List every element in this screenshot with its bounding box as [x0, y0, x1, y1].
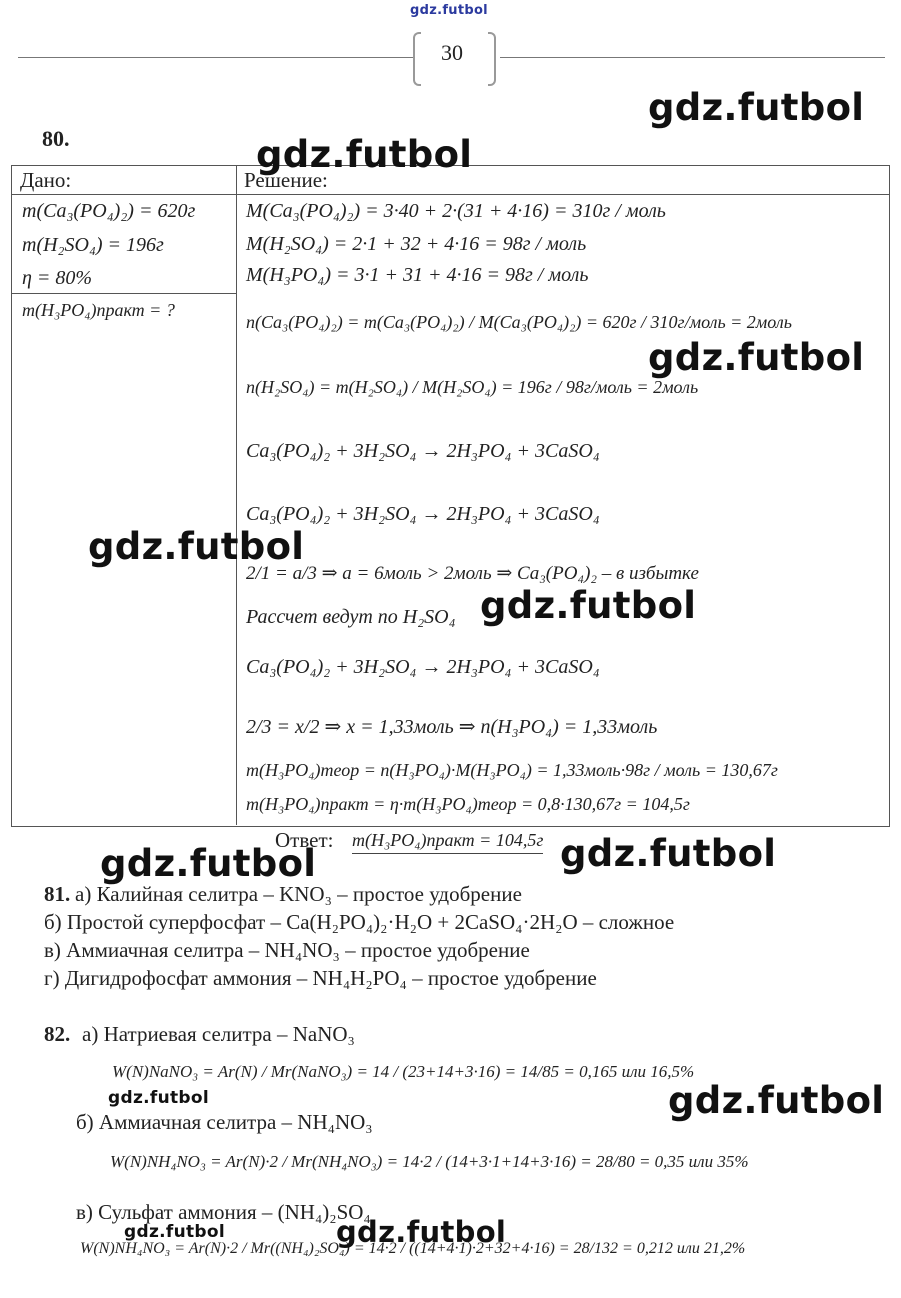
task-82-a-title: а) Натриевая селитра – NaNO₃	[82, 1022, 355, 1046]
header-rule-right	[500, 57, 885, 58]
given-find-rule	[11, 293, 237, 294]
watermark-3: gdz.futbol	[648, 336, 865, 379]
task-81-item-b: б) Простой суперфосфат – Ca(H₂PO₄)₂·H₂O + 2CaSO₄·2H₂O – сложное	[44, 910, 675, 934]
task-82-number: 82.	[44, 1022, 71, 1046]
given-header: Дано:	[20, 168, 72, 192]
watermark-10: gdz.futbol	[124, 1222, 225, 1242]
solution-line-5: n(H₂SO₄) = m(H₂SO₄) / M(H₂SO₄) = 196г / 98г/моль = 2моль	[246, 377, 699, 397]
watermark-7: gdz.futbol	[560, 832, 777, 875]
watermark-4: gdz.futbol	[88, 525, 305, 568]
task-82-b-title: б) Аммиачная селитра – NH₄NO₃	[76, 1110, 373, 1134]
task-82-c-title: в) Сульфат аммония – (NH₄)₂SO₄	[76, 1200, 371, 1224]
task-81-item-a: а) Калийная селитра – KNO₃ – простое удобрение	[75, 882, 522, 906]
solution-line-9: Рассчет ведут по H₂SO₄	[246, 606, 456, 628]
answer-value: m(H₃PO₄)практ = 104,5г	[352, 830, 543, 854]
solution-line-12: m(H₃PO₄)теор = n(H₃PO₄)·M(H₃PO₄) = 1,33моль·98г / моль = 130,67г	[246, 760, 778, 780]
watermark-1: gdz.futbol	[648, 86, 865, 129]
site-watermark-top: gdz.futbol	[410, 3, 488, 18]
table-divider-vertical	[236, 165, 237, 825]
given-yield: η = 80%	[22, 267, 93, 289]
watermark-2: gdz.futbol	[256, 133, 473, 176]
page-number: 30	[441, 40, 463, 65]
solution-line-8: 2/1 = a/3 ⇒ a = 6моль > 2моль ⇒ Ca₃(PO₄)₂ – в избытке	[246, 563, 699, 584]
watermark-8: gdz.futbol	[108, 1088, 209, 1108]
task-80-number: 80.	[42, 126, 70, 151]
solution-header: Решение:	[244, 168, 328, 192]
task-81-item-d: г) Дигидрофосфат аммония – NH₄H₂PO₄ – простое удобрение	[44, 966, 597, 990]
watermark-9: gdz.futbol	[668, 1079, 885, 1122]
table-header-rule	[11, 194, 889, 195]
solution-line-2: M(H₂SO₄) = 2·1 + 32 + 4·16 = 98г / моль	[246, 233, 587, 255]
solution-line-6: Ca₃(PO₄)₂ + 3H₂SO₄ → 2H₃PO₄ + 3CaSO₄	[246, 440, 600, 462]
watermark-6: gdz.futbol	[100, 842, 317, 885]
solution-line-1: M(Ca₃(PO₄)₂) = 3·40 + 2·(31 + 4·16) = 310г / моль	[246, 200, 666, 222]
page-bracket-left	[413, 32, 421, 86]
solution-line-7: Ca₃(PO₄)₂ + 3H₂SO₄ → 2H₃PO₄ + 3CaSO₄	[246, 503, 600, 525]
solution-line-10: Ca₃(PO₄)₂ + 3H₂SO₄ → 2H₃PO₄ + 3CaSO₄	[246, 656, 600, 678]
header-rule-left	[18, 57, 413, 58]
task-82-a-formula: W(N)NaNO₃ = Ar(N) / Mr(NaNO₃) = 14 / (23+14+3·16) = 14/85 = 0,165 или 16,5%	[112, 1062, 695, 1081]
answer-label: Ответ:	[275, 828, 334, 852]
find-mass-h3po4: m(H₃PO₄)практ = ?	[22, 300, 175, 320]
solution-line-4: n(Ca₃(PO₄)₂) = m(Ca₃(PO₄)₂) / M(Ca₃(PO₄)₂) = 620г / 310г/моль = 2моль	[246, 312, 792, 332]
watermark-5: gdz.futbol	[480, 584, 697, 627]
solution-line-11: 2/3 = x/2 ⇒ x = 1,33моль ⇒ n(H₃PO₄) = 1,33моль	[246, 716, 658, 738]
page-bracket-right	[488, 32, 496, 86]
task-81-number: 81.	[44, 882, 71, 906]
given-mass-ca3po42: m(Ca₃(PO₄)₂) = 620г	[22, 200, 196, 222]
watermark-11: gdz.futbol	[336, 1215, 507, 1249]
solution-line-3: M(H₃PO₄) = 3·1 + 31 + 4·16 = 98г / моль	[246, 264, 589, 286]
task-82-b-formula: W(N)NH₄NO₃ = Ar(N)·2 / Mr(NH₄NO₃) = 14·2 / (14+3·1+14+3·16) = 28/80 = 0,35 или 35%	[110, 1152, 749, 1171]
task-82-c-formula: W(N)NH₄NO₃ = Ar(N)·2 / Mr((NH₄)₂SO₄) = 14·2 / ((14+4·1)·2+32+4·16) = 28/132 = 0,212 или 21,2%	[80, 1240, 746, 1257]
task-81-item-c: в) Аммиачная селитра – NH₄NO₃ – простое удобрение	[44, 938, 530, 962]
given-mass-h2so4: m(H₂SO₄) = 196г	[22, 234, 164, 256]
solution-line-13: m(H₃PO₄)практ = η·m(H₃PO₄)теор = 0,8·130,67г = 104,5г	[246, 794, 690, 814]
